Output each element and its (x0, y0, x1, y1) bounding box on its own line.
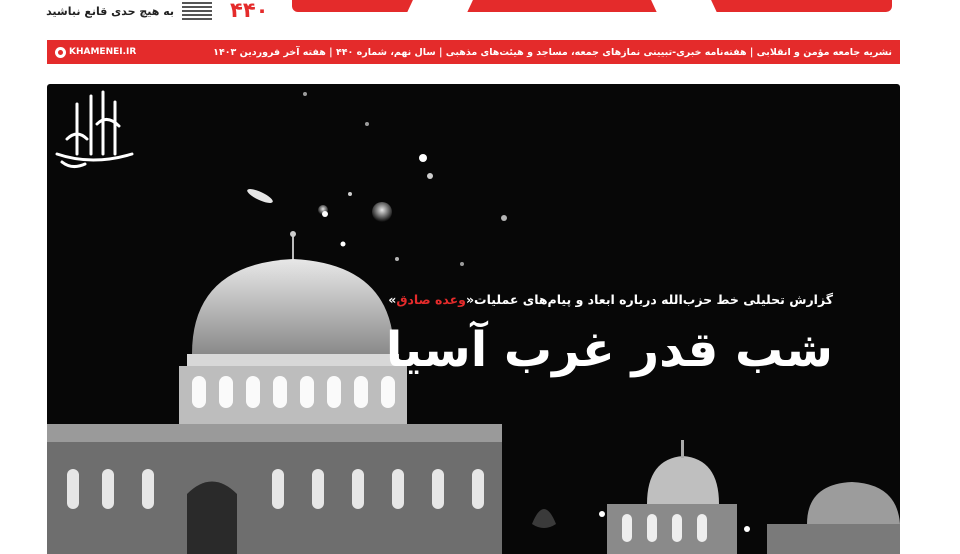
dome-of-the-rock-illustration (47, 84, 900, 554)
lead-headline[interactable]: شب قدر غرب آسیا (385, 322, 833, 378)
info-bar (47, 40, 900, 64)
site-logo-icon (55, 47, 66, 58)
kicker-text: گزارش تحلیلی خط حزب‌الله درباره ابعاد و پیام‌های عملیات« (465, 292, 833, 307)
lead-kicker (388, 292, 833, 307)
masthead-logo (292, 0, 892, 12)
lead-photo (47, 84, 900, 554)
kicker-highlight: وعده صادق (396, 292, 466, 307)
info-bar-text: نشریه جامعه مؤمن و انقلابی | هفته‌نامه خبری-تبیینی نمازهای جمعه، مساجد و هیئت‌های مذهبی | سال نهم، شماره ۴۴۰ | هفته آخر فروردین ۱۴۰۳ (213, 46, 892, 58)
main-dome (47, 231, 502, 554)
small-domes (532, 440, 900, 554)
kicker-close: » (388, 292, 397, 307)
barcode-icon (182, 2, 212, 22)
issue-number: ۴۴۰ (230, 0, 269, 22)
site-logo[interactable] (55, 47, 136, 58)
slogan: به هیچ حدی قانع نباشید (46, 5, 174, 18)
site-logo-label: KHAMENEI.IR (69, 47, 137, 57)
sky-lights (246, 92, 507, 266)
calligraphy-emblem (47, 84, 139, 174)
